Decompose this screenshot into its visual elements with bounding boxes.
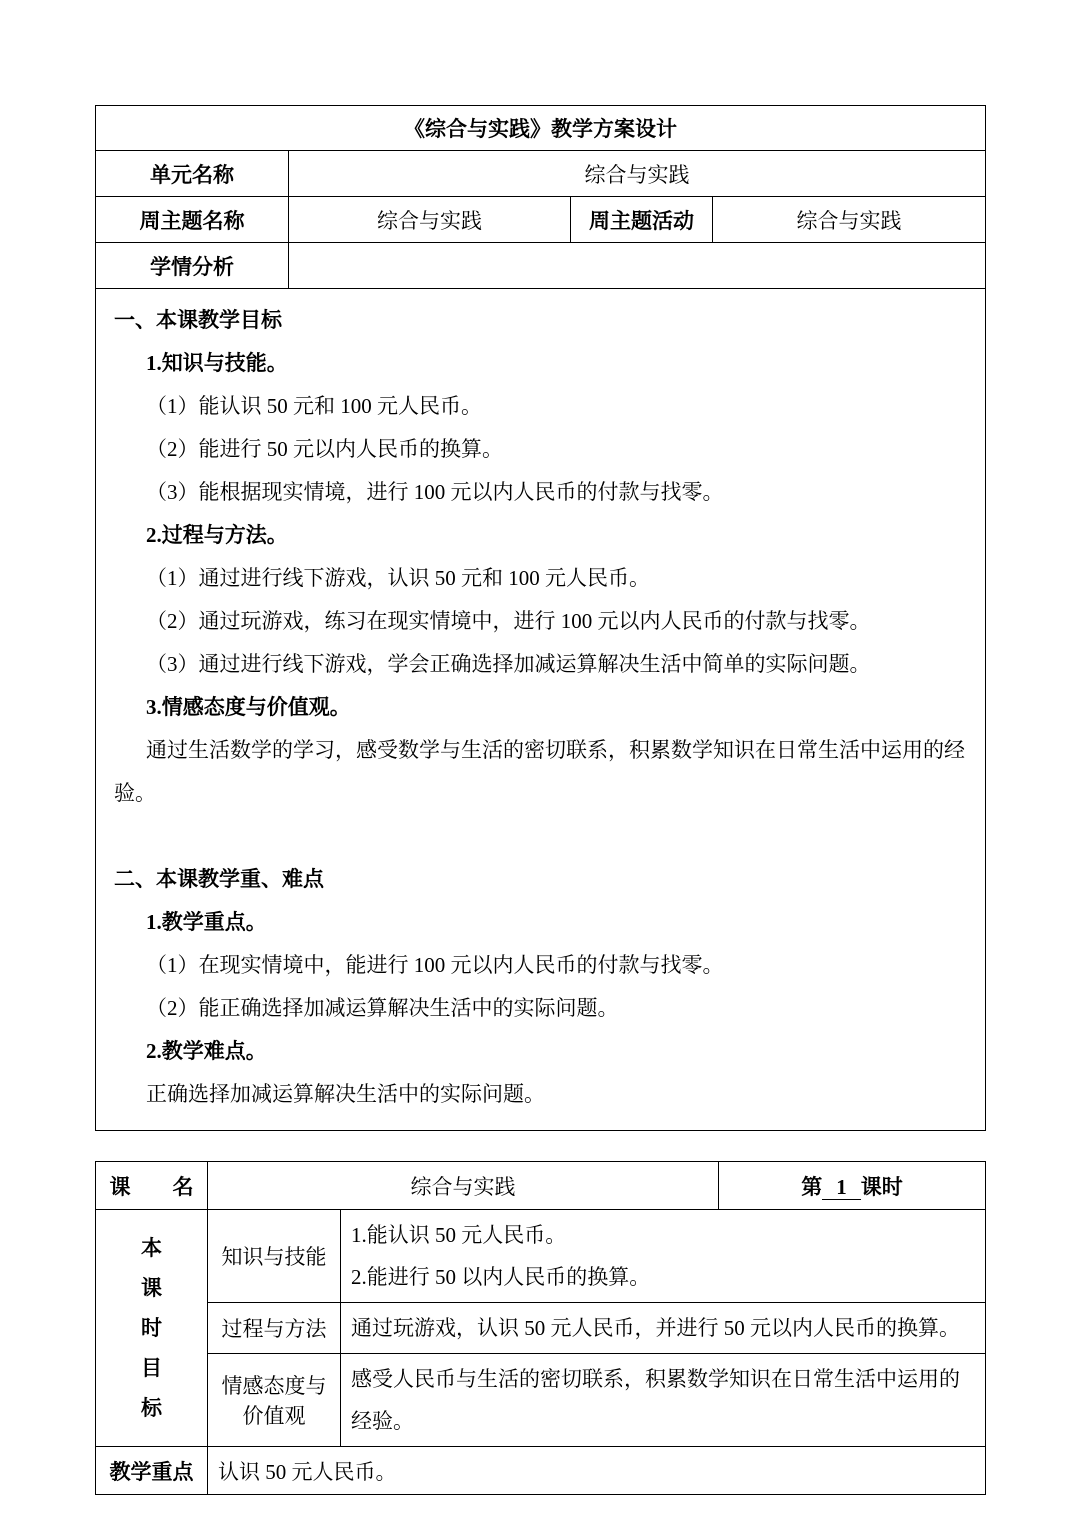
difficult-point-item: 正确选择加减运算解决生活中的实际问题。 [146, 1082, 545, 1106]
period-cell [719, 1162, 986, 1210]
process-method-row-label: 过程与方法 [208, 1303, 341, 1354]
knowledge-skills-row-content [341, 1210, 986, 1303]
week-theme-name-value: 综合与实践 [289, 197, 571, 243]
week-theme-activity-label: 周主题活动 [571, 197, 713, 243]
goal-line: 1.能认识 50 元人民币。 [351, 1223, 567, 1247]
page-title: 《综合与实践》教学方案设计 [96, 106, 986, 151]
key-point-item: （1）在现实情境中，能进行 100 元以内人民币的付款与找零。 [146, 953, 724, 977]
period-prefix: 第 [801, 1174, 823, 1199]
process-method-heading: 2.过程与方法。 [146, 523, 288, 547]
objective-item: （1）能认识 50 元和 100 元人民币。 [146, 394, 482, 418]
period-number: 1 [822, 1175, 861, 1200]
goal-line: 2.能进行 50 以内人民币的换算。 [351, 1265, 651, 1289]
emotion-values-row-label: 情感态度与价值观 [208, 1354, 341, 1447]
objective-item: （1）通过进行线下游戏，认识 50 元和 100 元人民币。 [146, 566, 650, 590]
section-1-heading: 一、本课教学目标 [114, 308, 282, 332]
goal-line: 通过玩游戏，认识 50 元人民币，并进行 50 元以内人民币的换算。 [351, 1316, 960, 1340]
emotion-values-paragraph: 通过生活数学的学习，感受数学与生活的密切联系，积累数学知识在日常生活中运用的经验。 [114, 738, 965, 805]
objective-item: （3）通过进行线下游戏，学会正确选择加减运算解决生活中简单的实际问题。 [146, 652, 871, 676]
period-suffix: 课时 [860, 1174, 903, 1199]
objective-item: （3）能根据现实情境，进行 100 元以内人民币的付款与找零。 [146, 480, 724, 504]
knowledge-skills-row-label: 知识与技能 [208, 1210, 341, 1303]
emotion-values-row-content [341, 1354, 986, 1447]
difficult-points-heading: 2.教学难点。 [146, 1039, 267, 1063]
learning-analysis-value [289, 243, 986, 289]
teaching-plan-body [96, 289, 986, 1131]
knowledge-skills-heading: 1.知识与技能。 [146, 351, 288, 375]
week-theme-name-label: 周主题名称 [96, 197, 289, 243]
lesson-goal-label: 本课时目标 [140, 1236, 162, 1420]
lesson-goal-label-cell [96, 1210, 208, 1447]
key-point-item: （2）能正确选择加减运算解决生活中的实际问题。 [146, 996, 619, 1020]
emotion-values-heading: 3.情感态度与价值观。 [146, 695, 351, 719]
teaching-key-label: 教学重点 [96, 1447, 208, 1495]
course-name-value: 综合与实践 [208, 1162, 719, 1210]
week-theme-activity-value: 综合与实践 [713, 197, 986, 243]
objective-item: （2）能进行 50 元以内人民币的换算。 [146, 437, 503, 461]
learning-analysis-label: 学情分析 [96, 243, 289, 289]
course-name-label: 课 名 [96, 1162, 208, 1210]
goal-line: 感受人民币与生活的密切联系，积累数学知识在日常生活中运用的经验。 [351, 1367, 960, 1433]
process-method-row-content [341, 1303, 986, 1354]
key-points-heading: 1.教学重点。 [146, 910, 267, 934]
unit-name-label: 单元名称 [96, 151, 289, 197]
info-table [95, 105, 986, 1131]
objective-item: （2）通过玩游戏，练习在现实情境中，进行 100 元以内人民币的付款与找零。 [146, 609, 871, 633]
section-2-heading: 二、本课教学重、难点 [114, 867, 324, 891]
lesson-table [95, 1161, 986, 1495]
teaching-key-value: 认识 50 元人民币。 [208, 1447, 986, 1495]
spacer-line [114, 815, 971, 858]
unit-name-value: 综合与实践 [289, 151, 986, 197]
